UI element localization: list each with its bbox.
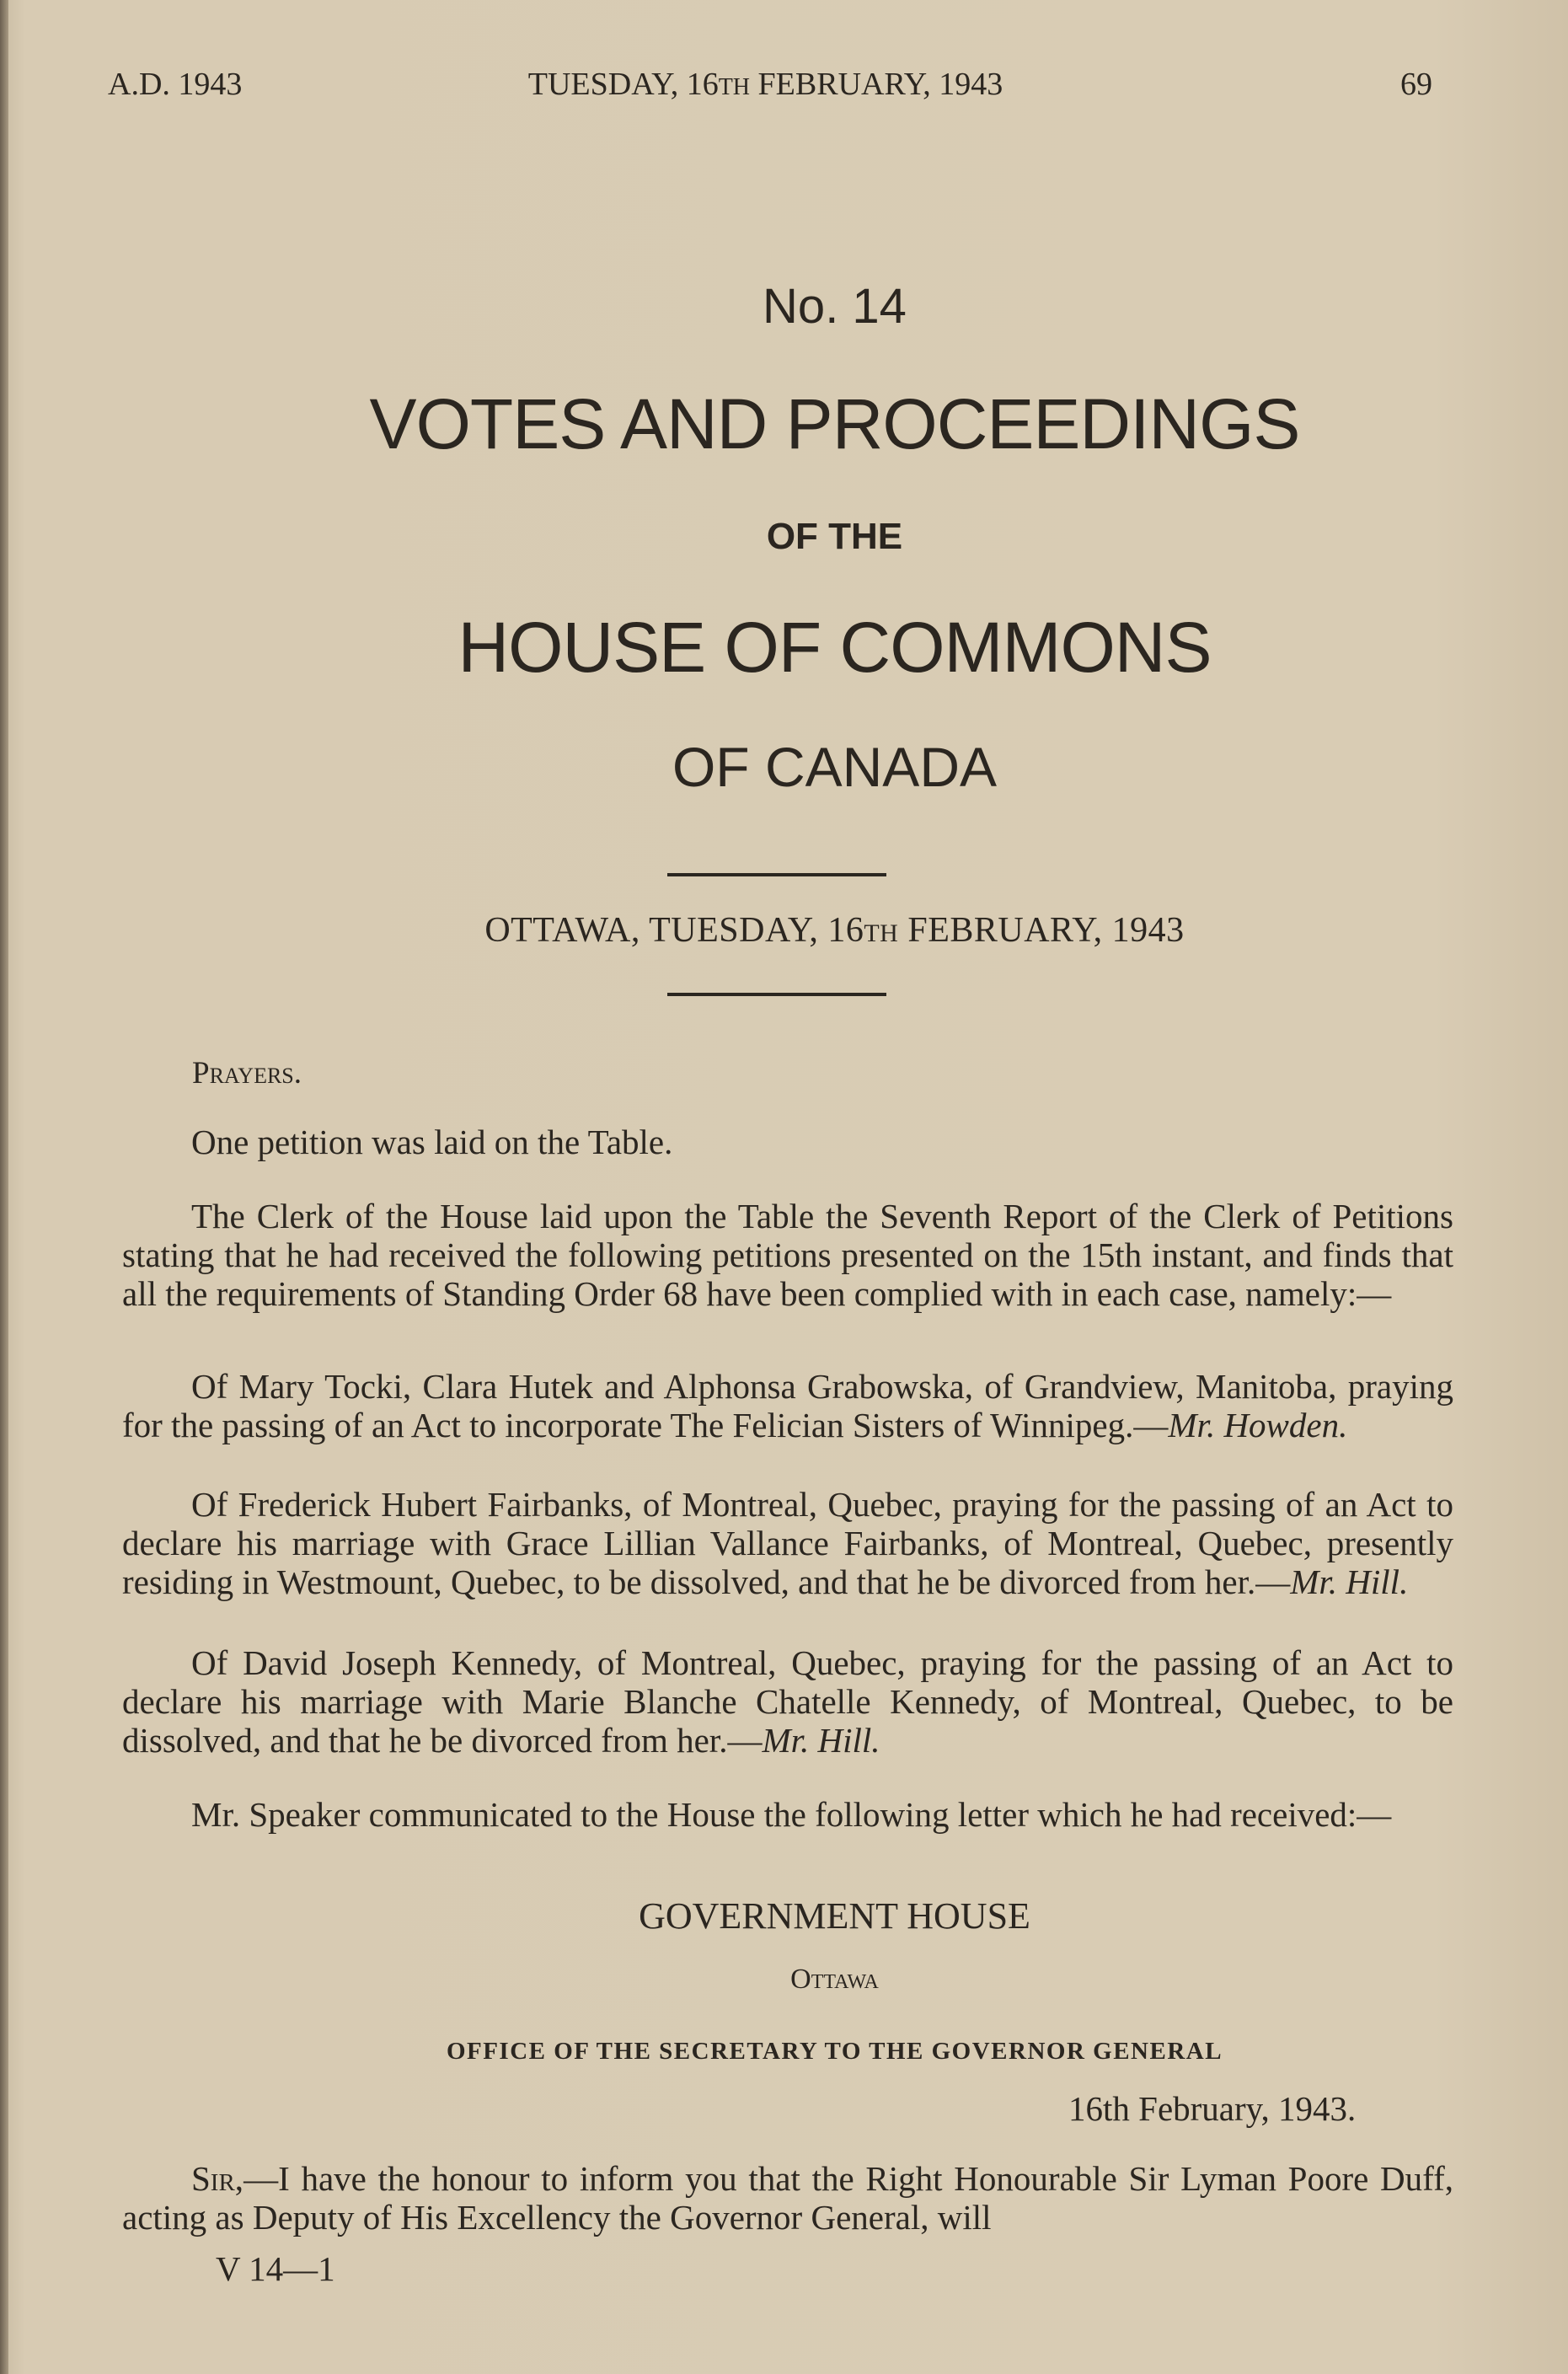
title-of-canada: OF CANADA [672, 736, 998, 798]
letter-office: OFFICE OF THE SECRETARY TO THE GOVERNOR GENERAL [446, 2038, 1223, 2065]
letter-body: Sir,—I have the honour to inform you that the Right Honourable Sir Lyman Poore Duff, acting as Deputy of His Excellency the Governor General, will [122, 2159, 1453, 2237]
petition-item-2: Of Frederick Hubert Fairbanks, of Montreal, Quebec, praying for the passing of an Act to declare his marriage with Grace Lillian Vallance Fairbanks, of Montreal, Quebec, presently residing in Westmount, Quebec, to be dissolved, and that he be divorced from her.—Mr. Hill. [122, 1485, 1453, 1601]
letter-date: 16th February, 1943. [1068, 2089, 1357, 2128]
title-of-the: OF THE [766, 516, 903, 557]
signature-mark: V 14—1 [216, 2249, 335, 2288]
clerk-report-paragraph: The Clerk of the House laid upon the Table the Seventh Report of the Clerk of Petitions stating that he had received the following petitions presented on the 15th instant, and finds that all the requirements of Standing Order 68 have been complied with in each case, namely:— [122, 1197, 1453, 1313]
dateline: OTTAWA, TUESDAY, 16TH FEBRUARY, 1943 [484, 911, 1185, 950]
petition-laid-paragraph: One petition was laid on the Table. [191, 1123, 673, 1161]
petition-item-3: Of David Joseph Kennedy, of Montreal, Quebec, praying for the passing of an Act to declare his marriage with Marie Blanche Chatelle Kennedy, of Montreal, Quebec, to be dissolved, and that he be divorced from her.—Mr. Hill. [122, 1643, 1453, 1760]
page-number: 69 [1400, 67, 1432, 102]
issue-number: No. 14 [763, 279, 907, 334]
rule-top [667, 873, 886, 876]
petition-item-1: Of Mary Tocki, Clara Hutek and Alphonsa Grabowska, of Grandview, Manitoba, praying for the passing of an Act to incorporate The Felician Sisters of Winnipeg.—Mr. Howden. [122, 1367, 1453, 1444]
rule-bottom [667, 993, 886, 996]
speaker-paragraph: Mr. Speaker communicated to the House the following letter which he had received:— [191, 1795, 1392, 1834]
prayers-heading: Prayers. [192, 1056, 302, 1091]
letter-heading: GOVERNMENT HOUSE [639, 1895, 1030, 1937]
running-head [0, 66, 1568, 108]
title-votes-and-proceedings: VOTES AND PROCEEDINGS [369, 384, 1300, 464]
letter-place: Ottawa [790, 1964, 879, 1995]
running-head-year: A.D. 1943 [108, 67, 243, 102]
running-head-date: TUESDAY, 16TH FEBRUARY, 1943 [527, 67, 1003, 102]
binding-edge [0, 0, 8, 2374]
title-house-of-commons: HOUSE OF COMMONS [458, 608, 1212, 687]
